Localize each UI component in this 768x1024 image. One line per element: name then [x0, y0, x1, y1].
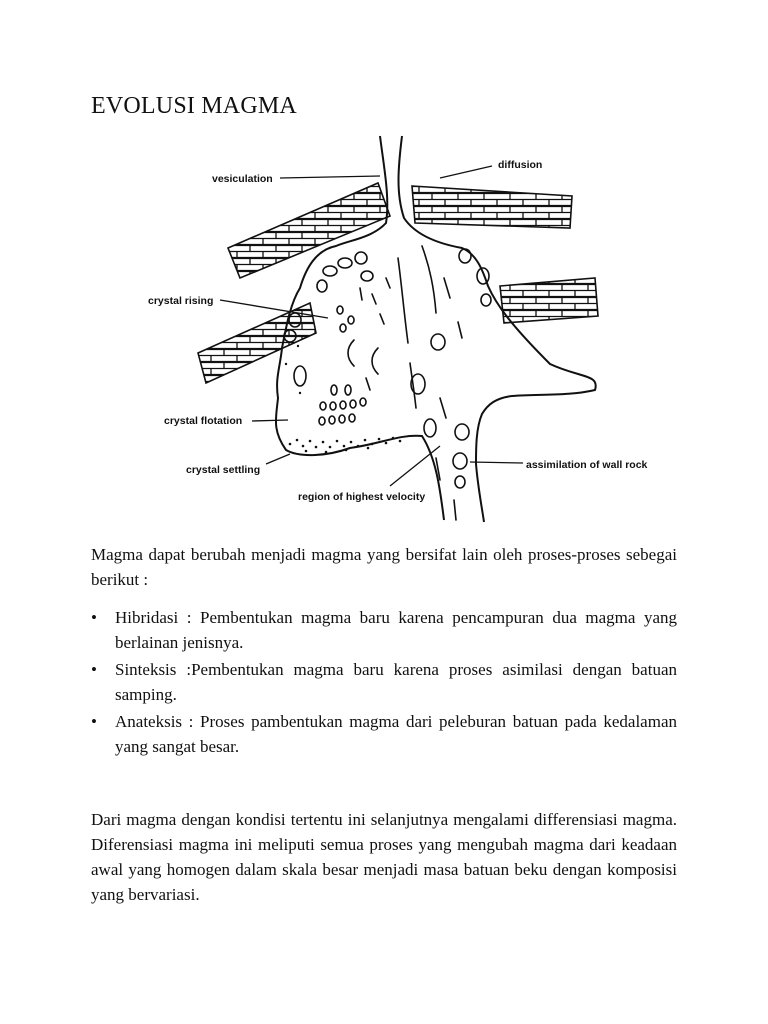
- flow-lines: [348, 246, 462, 520]
- bullet-icon: •: [91, 608, 97, 627]
- label-region-highest-velocity: region of highest velocity: [298, 491, 426, 503]
- label-crystal-rising: crystal rising: [148, 295, 214, 307]
- label-crystal-flotation: crystal flotation: [164, 415, 243, 427]
- closing-paragraph: Dari magma dengan kondisi tertentu ini selanjutnya mengalami differensiasi magma. Diferensiasi magma ini meliputi semua proses yang mengubah magma dari keadaan awal yang homogen dalam skala besar menjadi masa batuan beku dengan komposisi yang bervariasi.: [91, 810, 677, 904]
- label-crystal-settling: crystal settling: [186, 464, 261, 476]
- crystals: [284, 249, 491, 488]
- list-item-text: Anateksis : Proses pambentukan magma dari peleburan batuan pada kedalaman yang sangat besar.: [115, 712, 677, 756]
- diagram-svg: [140, 128, 680, 528]
- list-item: [91, 709, 677, 759]
- page-title: EVOLUSI MAGMA: [91, 93, 297, 119]
- bullet-icon: •: [91, 660, 97, 679]
- list-item-text: Hibridasi : Pembentukan magma baru karena pencampuran dua magma yang berlainan jenisnya.: [115, 608, 677, 652]
- magma-evolution-diagram: [140, 128, 680, 528]
- list-item-text: Sinteksis :Pembentukan magma baru karena proses asimilasi dengan batuan samping.: [115, 660, 677, 704]
- intro-paragraph: Magma dapat berubah menjadi magma yang bersifat lain oleh proses-proses sebegai berikut :: [91, 545, 677, 589]
- label-diffusion: diffusion: [498, 159, 543, 171]
- list-item: [91, 657, 677, 707]
- list-item: [91, 605, 677, 655]
- bullet-icon: •: [91, 712, 97, 731]
- label-assimilation-wall-rock: assimilation of wall rock: [526, 459, 648, 471]
- label-vesiculation: vesiculation: [212, 173, 273, 185]
- process-list: [91, 605, 677, 761]
- settled-crystals: [285, 345, 402, 454]
